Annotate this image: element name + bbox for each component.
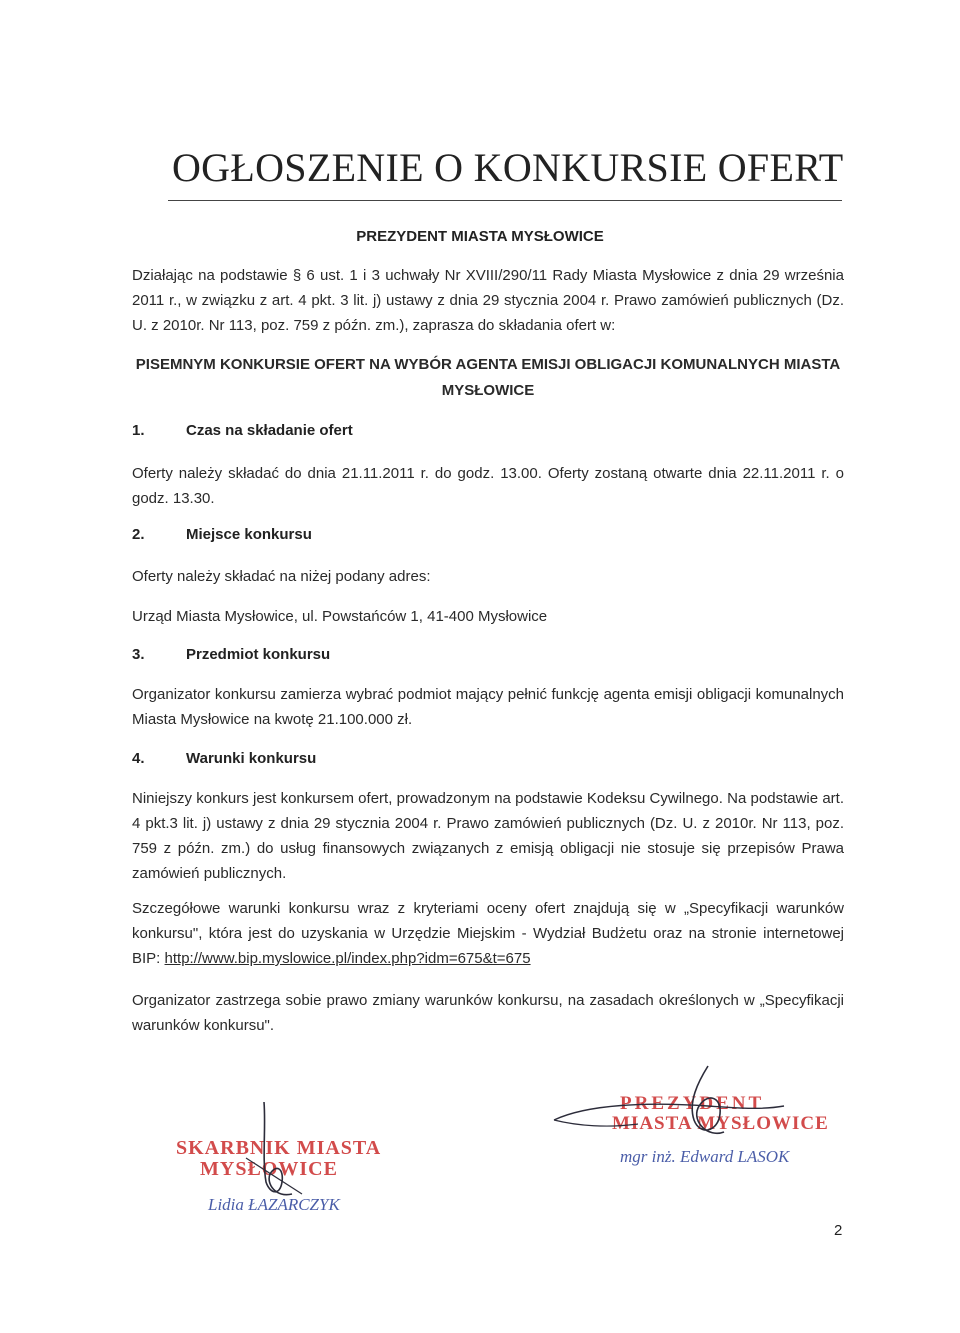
bip-link[interactable]: http://www.bip.myslowice.pl/index.php?idm=675&t=675 — [164, 950, 531, 967]
section-2-paragraph-1: Oferty należy składać na niżej podany adres: — [132, 568, 431, 585]
section-title: Przedmiot konkursu — [186, 646, 331, 663]
intro-paragraph: Działając na podstawie § 6 ust. 1 i 3 uchwały Nr XVIII/290/11 Rady Miasta Mysłowice z dnia 29 września 2011 r., w związku z art. 4 pkt. 3 lit. j) ustawy z dnia 29 stycznia 2004 r. Prawo zamówień publicznych (Dz. U. z 2010r. Nr 113, poz. 759 z późn. zm.), zaprasza do składania ofert w: — [132, 267, 844, 334]
issuer: PREZYDENT MIASTA MYSŁOWICE — [356, 228, 604, 245]
contest-subject: PISEMNYM KONKURSIE OFERT NA WYBÓR AGENTA EMISJI OBLIGACJI KOMUNALNYCH MIASTA MYSŁOWICE — [135, 356, 841, 399]
treasurer-stamp-line-2: MYSŁOWICE — [200, 1158, 338, 1180]
document-title: OGŁOSZENIE O KONKURSIE OFERT — [172, 145, 844, 190]
title-underline — [168, 200, 842, 201]
treasurer-name: Lidia ŁAZARCZYK — [208, 1195, 340, 1214]
section-4-paragraph-2-text: Szczegółowe warunki konkursu wraz z kryteriami oceny ofert znajdują się w „Specyfikacji warunków konkursu", która jest do uzyskania w Urzędzie Miejskim - Wydział Budżetu oraz na stronie internetowej BIP: — [132, 900, 844, 967]
section-title: Czas na składanie ofert — [186, 422, 353, 439]
section-title: Miejsce konkursu — [186, 526, 312, 543]
section-4-heading — [132, 750, 316, 767]
president-stamp-line-1: PREZYDENT — [620, 1093, 765, 1114]
section-4-paragraph-1: Niniejszy konkurs jest konkursem ofert, prowadzonym na podstawie Kodeksu Cywilnego. Na podstawie art. 4 pkt.3 lit. j) ustawy z dnia 29 stycznia 2004 r. Prawo zamówień publicznych (Dz. U. z 2010r. Nr 113, poz. 759 z późn. zm.) do usług finansowych związanych z emisją obligacji nie stosuje się przepisów Prawa zamówień publicznych. — [132, 790, 844, 882]
president-name: mgr inż. Edward LASOK — [620, 1147, 790, 1166]
section-2-address: Urząd Miasta Mysłowice, ul. Powstańców 1, 41-400 Mysłowice — [132, 608, 548, 625]
section-1-heading — [132, 422, 353, 439]
section-2-heading — [132, 526, 312, 543]
section-3-paragraph: Organizator konkursu zamierza wybrać podmiot mający pełnić funkcję agenta emisji obligacji komunalnych Miasta Mysłowice na kwotę 21.100.000 zł. — [132, 686, 844, 728]
section-number: 1. — [132, 422, 145, 439]
treasurer-stamp-line-1: SKARBNIK MIASTA — [176, 1137, 382, 1159]
section-title: Warunki konkursu — [186, 750, 317, 767]
section-number: 2. — [132, 526, 145, 543]
section-1-paragraph: Oferty należy składać do dnia 21.11.2011 r. do godz. 13.00. Oferty zostaną otwarte dnia 22.11.2011 r. o godz. 13.30. — [132, 465, 844, 507]
section-4-paragraph-2 — [132, 896, 844, 971]
president-stamp-line-2: MIASTA MYSŁOWICE — [612, 1113, 829, 1134]
president-handwritten-signature-icon — [548, 1062, 788, 1152]
section-number: 4. — [132, 750, 145, 767]
section-3-heading — [132, 646, 330, 663]
section-number: 3. — [132, 646, 145, 663]
section-4-paragraph-3: Organizator zastrzega sobie prawo zmiany warunków konkursu, na zasadach określonych w „Specyfikacji warunków konkursu". — [132, 992, 844, 1034]
treasurer-handwritten-signature-icon — [236, 1098, 316, 1208]
page-number: 2 — [834, 1222, 843, 1239]
